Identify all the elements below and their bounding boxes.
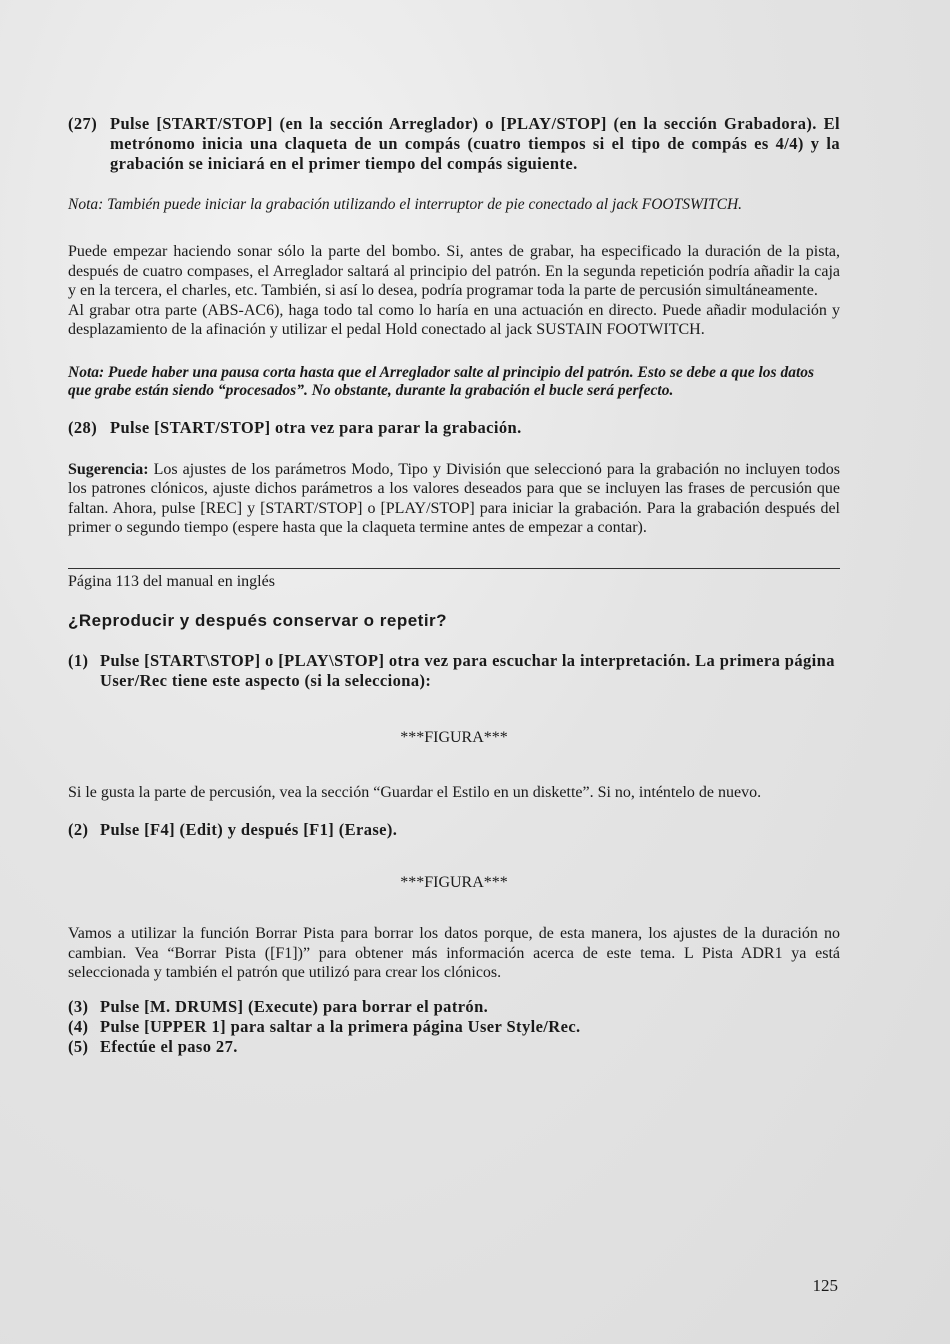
page-content (68, 114, 840, 1057)
step-number: (28) (68, 417, 98, 437)
step-27 (68, 114, 840, 174)
paragraph-text: Al grabar otra parte (ABS-AC6), haga todo tal como lo haría en una actuación en directo. Puede añadir modulación y desplazamiento de la afinación y utilizar el pedal Hold conectado al jack SUSTAIN FOOTWITCH. (68, 301, 840, 338)
paragraph-guardar: Si le gusta la parte de percusión, vea la sección “Guardar el Estilo en un diskette”. Si no, inténtelo de nuevo. (68, 783, 762, 801)
step-text: Pulse [START/STOP] (en la sección Arreglador) o [PLAY/STOP] (en la sección Grabadora). El metrónomo inicia una claqueta de un compás (cuatro tiempos si el tipo de compás es 4/4) y la grabación se iniciará en el primer tiempo del compás siguiente. (110, 114, 840, 173)
step-28 (68, 418, 840, 438)
paragraph-bombo (68, 242, 840, 340)
page-reference: Página 113 del manual en inglés (68, 572, 275, 590)
step-text: Pulse [M. DRUMS] (Execute) para borrar el patrón. (100, 996, 489, 1016)
page-number: 125 (812, 1276, 838, 1295)
section-heading: ¿Reproducir y después conservar o repetir? (68, 610, 448, 630)
steps-list (68, 997, 840, 1057)
section-divider (68, 568, 840, 569)
figure-placeholder: ***FIGURA*** (400, 874, 508, 891)
paragraph-borrar: Vamos a utilizar la función Borrar Pista para borrar los datos porque, de esta manera, los ajustes de la duración no cambian. Vea “Borrar Pista ([F1])” para obtener más información acerca de este tema. L Pista ADR1 ya está seleccionada y también el patrón que utilizó para crear los clónicos. (68, 925, 840, 981)
step-2 (68, 820, 840, 840)
step-text: Efectúe el paso 27. (100, 1036, 238, 1056)
nota-pausa: Nota: Puede haber una pausa corta hasta que el Arreglador salte al principio del patrón. Esto se debe a que los datos que grabe están siendo “procesados”. No obstante, durante la grabación el bucle será perfecto. (68, 363, 815, 399)
step-5 (68, 1037, 840, 1057)
figure-placeholder: ***FIGURA*** (400, 728, 508, 746)
step-text: Pulse [START\STOP] o [PLAY\STOP] otra vez para escuchar la interpretación. La primera página User/Rec tiene este aspecto (si la selecciona): (100, 650, 835, 690)
step-text: Pulse [F4] (Edit) y después [F1] (Erase). (100, 820, 398, 839)
step-number: (3) (68, 996, 89, 1016)
nota-footswitch: Nota: También puede iniciar la grabación utilizando el interruptor de pie conectado al jack FOOTSWITCH. (68, 196, 743, 213)
step-text: Pulse [UPPER 1] para saltar a la primera página User Style/Rec. (100, 1016, 581, 1036)
step-number: (5) (68, 1036, 89, 1056)
step-number: (2) (68, 820, 89, 839)
sugerencia-text: Los ajustes de los parámetros Modo, Tipo y División que seleccionó para la grabación no incluyen todos los patrones clónicos, ajuste dichos parámetros a los valores deseados para que se incluyen las frases de percusión que faltan. Ahora, pulse [REC] y [START/STOP] o [PLAY/STOP] para iniciar la grabación. Para la grabación después del primer o segundo tiempo (espere hasta que la claqueta termine antes de empezar a contar). (68, 460, 840, 536)
step-1 (68, 651, 840, 691)
paragraph-text: Puede empezar haciendo sonar sólo la parte del bombo. Si, antes de grabar, ha especificado la duración de la pista, después de cuatro compases, el Arreglador saltará al principio del patrón. En la segunda repetición podría añadir la caja y en la tercera, el charles, etc. También, si así lo desea, podría programar toda la parte de percusión simultáneamente. (68, 243, 840, 299)
step-3 (68, 997, 840, 1017)
step-number: (27) (68, 114, 98, 133)
sugerencia-paragraph (68, 460, 840, 538)
step-number: (4) (68, 1016, 89, 1036)
step-text: Pulse [START/STOP] otra vez para parar la grabación. (110, 417, 522, 437)
sugerencia-label: Sugerencia: (68, 460, 149, 478)
step-4 (68, 1017, 840, 1037)
step-number: (1) (68, 650, 89, 670)
